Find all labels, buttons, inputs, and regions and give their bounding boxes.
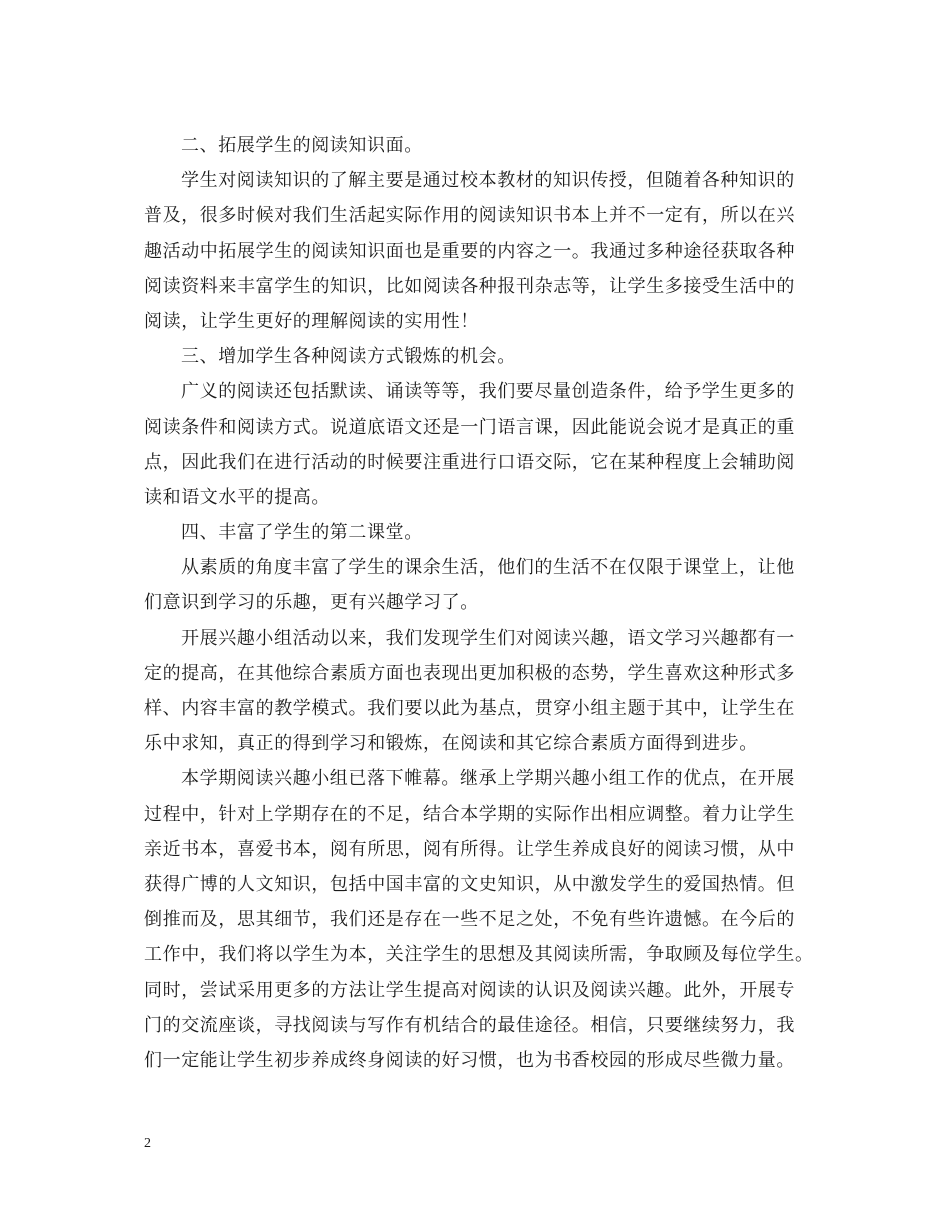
text-line: 阅读，让学生更好的理解阅读的实用性！: [144, 310, 479, 332]
text-line: 门的交流座谈，寻找阅读与写作有机结合的最佳途径。相信，只要继续努力，我: [144, 1014, 795, 1036]
text-line: 四、丰富了学生的第二课堂。: [181, 522, 423, 544]
text-line: 工作中，我们将以学生为本，关注学生的思想及其阅读所需，争取顾及每位学生。: [144, 944, 814, 966]
text-line: 学生对阅读知识的了解主要是通过校本教材的知识传授，但随着各种知识的: [181, 170, 795, 192]
text-line: 过程中，针对上学期存在的不足，结合本学期的实际作出相应调整。着力让学生: [144, 803, 795, 825]
text-line: 乐中求知，真正的得到学习和锻炼，在阅读和其它综合素质方面得到进步。: [144, 733, 758, 755]
text-line: 同时，尝试采用更多的方法让学生提高对阅读的认识及阅读兴趣。此外，开展专: [144, 979, 795, 1001]
text-line: 样、内容丰富的教学模式。我们要以此为基点，贯穿小组主题于其中，让学生在: [144, 698, 795, 719]
text-line: 阅读资料来丰富学生的知识，比如阅读各种报刊杂志等，让学生多接受生活中的: [144, 275, 795, 297]
page-number: 2: [144, 1136, 151, 1151]
text-line: 定的提高，在其他综合素质方面也表现出更加积极的态势，学生喜欢这种形式多: [144, 662, 795, 684]
text-line: 们一定能让学生初步养成终身阅读的好习惯，也为书香校园的形成尽些微力量。: [144, 1049, 795, 1071]
text-line: 读和语文水平的提高。: [144, 486, 330, 508]
text-line: 开展兴趣小组活动以来，我们发现学生们对阅读兴趣，语文学习兴趣都有一: [181, 627, 795, 649]
text-line: 们意识到学习的乐趣，更有兴趣学习了。: [144, 592, 479, 614]
text-line: 亲近书本，喜爱书本，阅有所思，阅有所得。让学生养成良好的阅读习惯，从中: [144, 838, 795, 860]
document-body: [144, 128, 814, 1078]
text-line: 普及，很多时候对我们生活起实际作用的阅读知识书本上并不一定有，所以在兴: [144, 205, 795, 227]
text-line: 趣活动中拓展学生的阅读知识面也是重要的内容之一。我通过多种途径获取各种: [144, 240, 795, 262]
text-line: 三、增加学生各种阅读方式锻炼的机会。: [181, 346, 516, 368]
text-line: 倒推而及，思其细节，我们还是存在一些不足之处，不免有些许遗憾。在今后的: [144, 909, 795, 931]
text-line: 本学期阅读兴趣小组已落下帷幕。继承上学期兴趣小组工作的优点，在开展: [181, 768, 795, 790]
text-line: 广义的阅读还包括默读、诵读等等，我们要尽量创造条件，给予学生更多的: [181, 381, 795, 403]
text-line: 二、拓展学生的阅读知识面。: [181, 135, 423, 156]
text-line: 点，因此我们在进行活动的时候要注重进行口语交际，它在某种程度上会辅助阅: [144, 451, 795, 473]
text-line: 从素质的角度丰富了学生的课余生活，他们的生活不在仅限于课堂上，让他: [181, 557, 795, 579]
text-line: 获得广博的人文知识，包括中国丰富的文史知识，从中激发学生的爱国热情。但: [144, 873, 795, 895]
text-line: 阅读条件和阅读方式。说道底语文还是一门语言课，因此能说会说才是真正的重: [144, 416, 795, 438]
